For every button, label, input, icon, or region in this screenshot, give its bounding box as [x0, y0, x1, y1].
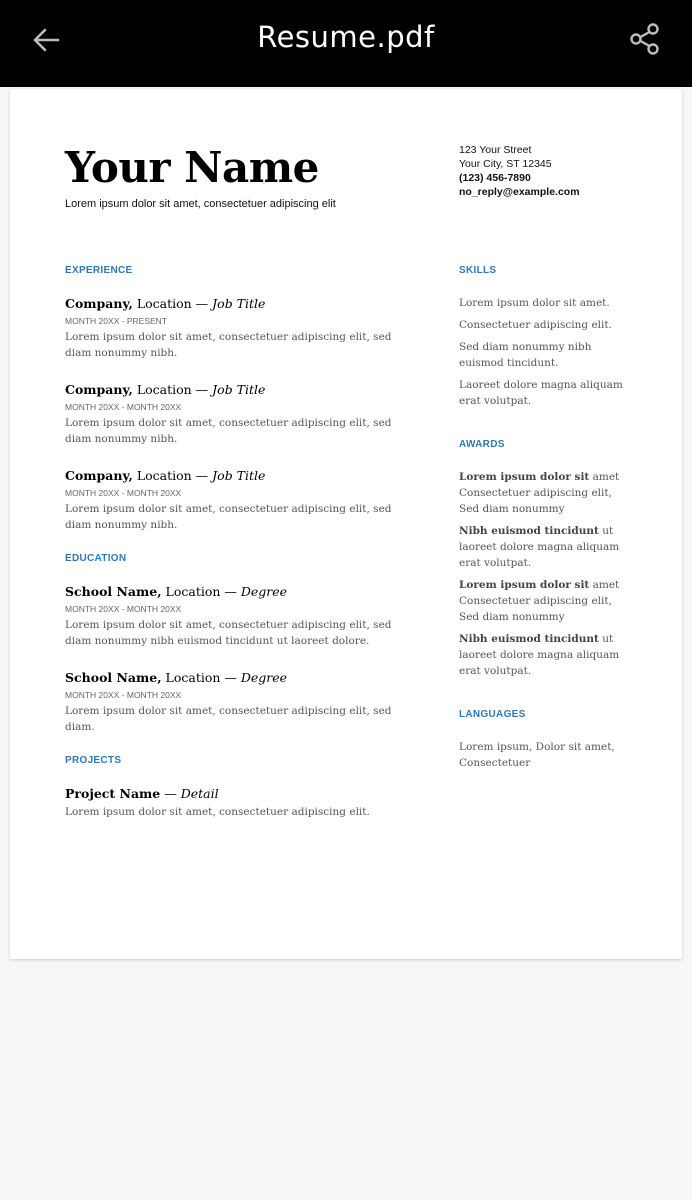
- app-toolbar: [0, 0, 692, 87]
- entry-dates: MONTH 20XX - MONTH 20XX: [65, 402, 182, 412]
- award-title: Lorem ipsum dolor sit: [459, 579, 590, 591]
- section-heading: EDUCATION: [65, 553, 127, 564]
- entry-dates: MONTH 20XX - MONTH 20XX: [65, 488, 182, 498]
- location: Location —: [132, 468, 213, 483]
- entry-title: [65, 381, 405, 398]
- resume-name: Your Name: [65, 143, 319, 192]
- education-section: [65, 553, 405, 735]
- school-name: School Name,: [65, 670, 162, 685]
- entry-description: Lorem ipsum dolor sit amet, consectetuer adipiscing elit, sed diam nonummy nibh euismod tincidunt ut laoreet dolore.: [65, 619, 392, 647]
- award-item: [459, 523, 634, 571]
- pdf-page: [10, 89, 682, 959]
- projects-section: [65, 755, 405, 820]
- award-text: ut laoreet dolore magna aliquam erat volutpat.: [459, 633, 620, 677]
- education-entry: [65, 583, 405, 649]
- entry-description: Lorem ipsum dolor sit amet, consectetuer adipiscing elit, sed diam.: [65, 705, 392, 733]
- left-column: [65, 265, 405, 840]
- right-column: [459, 265, 634, 801]
- skill-item: Laoreet dolore magna aliquam erat volutpat.: [459, 379, 623, 407]
- award-text: ut laoreet dolore magna aliquam erat volutpat.: [459, 525, 620, 569]
- entry-dates: MONTH 20XX - PRESENT: [65, 316, 168, 326]
- award-item: [459, 577, 634, 625]
- contact-city: Your City, ST 12345: [459, 158, 552, 170]
- award-text: amet Consectetuer adipiscing elit, Sed diam nonummy: [459, 471, 620, 515]
- experience-entry: [65, 295, 405, 361]
- award-item: [459, 469, 634, 517]
- entry-title: [65, 295, 405, 312]
- share-icon: [628, 22, 662, 56]
- contact-phone: (123) 456-7890: [459, 172, 531, 184]
- entry-description: Lorem ipsum dolor sit amet, consectetuer adipiscing elit, sed diam nonummy nibh.: [65, 331, 392, 359]
- entry-description: Lorem ipsum dolor sit amet, consectetuer adipiscing elit.: [65, 806, 370, 818]
- entry-dates: MONTH 20XX - MONTH 20XX: [65, 690, 182, 700]
- location: Location —: [132, 296, 213, 311]
- company-name: Company,: [65, 468, 133, 483]
- contact-street: 123 Your Street: [459, 144, 532, 156]
- location: Location —: [161, 670, 241, 685]
- entry-title: [65, 669, 405, 686]
- project-name: Project Name: [65, 786, 161, 801]
- school-name: School Name,: [65, 584, 162, 599]
- degree: Degree: [240, 584, 288, 599]
- education-entry: [65, 669, 405, 735]
- award-item: [459, 631, 634, 679]
- skills-section: [459, 265, 634, 409]
- document-title: Resume.pdf: [257, 20, 435, 54]
- entry-description: Lorem ipsum dolor sit amet, consectetuer adipiscing elit, sed diam nonummy nibh.: [65, 503, 392, 531]
- experience-entry: [65, 467, 405, 533]
- company-name: Company,: [65, 382, 133, 397]
- entry-description: Lorem ipsum dolor sit amet, consectetuer adipiscing elit, sed diam nonummy nibh.: [65, 417, 392, 445]
- skill-item: Lorem ipsum dolor sit amet.: [459, 297, 610, 309]
- award-title: Nibh euismod tincidunt: [459, 633, 599, 645]
- experience-entry: [65, 381, 405, 447]
- separator: —: [160, 786, 181, 801]
- resume-tagline: Lorem ipsum dolor sit amet, consectetuer adipiscing elit: [65, 198, 336, 210]
- company-name: Company,: [65, 296, 133, 311]
- location: Location —: [161, 584, 241, 599]
- skill-item: Consectetuer adipiscing elit.: [459, 319, 612, 331]
- contact-email: no_reply@example.com: [459, 186, 580, 198]
- award-title: Lorem ipsum dolor sit: [459, 471, 590, 483]
- project-detail: Detail: [180, 786, 219, 801]
- entry-dates: MONTH 20XX - MONTH 20XX: [65, 604, 182, 614]
- skill-item: Sed diam nonummy nibh euismod tincidunt.: [459, 341, 592, 369]
- share-button[interactable]: [624, 18, 666, 60]
- section-heading: LANGUAGES: [459, 709, 526, 720]
- location: Location —: [132, 382, 213, 397]
- experience-section: [65, 265, 405, 533]
- languages-section: [459, 709, 634, 771]
- contact-block: [459, 143, 580, 199]
- award-text: amet Consectetuer adipiscing elit, Sed diam nonummy: [459, 579, 620, 623]
- award-title: Nibh euismod tincidunt: [459, 525, 599, 537]
- job-title: Job Title: [212, 468, 266, 483]
- entry-title: [65, 467, 405, 484]
- section-heading: AWARDS: [459, 439, 505, 450]
- job-title: Job Title: [212, 382, 266, 397]
- job-title: Job Title: [212, 296, 266, 311]
- entry-title: [65, 785, 405, 802]
- awards-section: [459, 439, 634, 679]
- project-entry: [65, 785, 405, 820]
- languages-text: Lorem ipsum, Dolor sit amet, Consectetuer: [459, 741, 615, 769]
- section-heading: SKILLS: [459, 265, 497, 276]
- section-heading: EXPERIENCE: [65, 265, 133, 276]
- degree: Degree: [240, 670, 288, 685]
- entry-title: [65, 583, 405, 600]
- section-heading: PROJECTS: [65, 755, 122, 766]
